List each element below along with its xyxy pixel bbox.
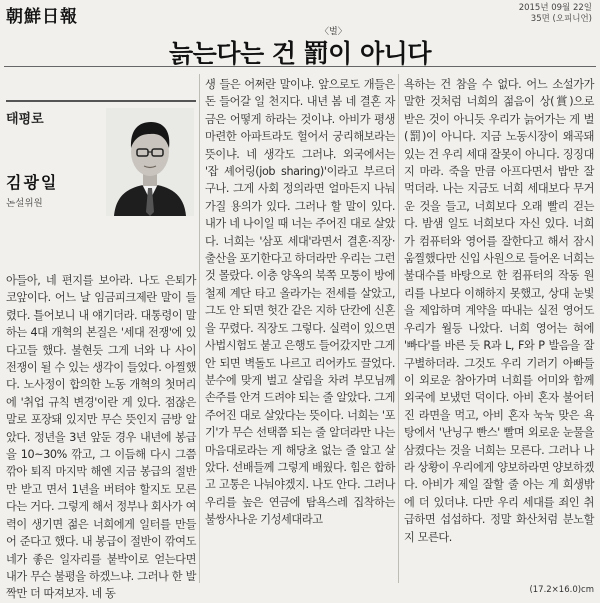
headline: 늙는다는 건 罰이 아니다 <box>169 39 431 68</box>
column-byline <box>6 100 196 222</box>
edition-page: 35면 (오피니언) <box>530 14 592 24</box>
author-name: 김광일 <box>6 173 59 192</box>
column-divider <box>398 74 399 583</box>
headline-ruby: 〈벌〉 <box>320 27 347 37</box>
body-column-2 <box>205 76 395 529</box>
author-title: 논설위원 <box>6 198 43 209</box>
body-text-col1: 아들아, 네 편지를 보아라. 나도 은퇴가 코앞이다. 어느 날 임금피크제란 말이 들렸다. 틀어보니 내 얘기더라. 대통령이 말하는 4대 개혁의 본질은 '세대 전쟁'에 있다고들 했다. 불현듯 그게 너와 나 사이 전쟁이 될 수 있는 생각이 들었다. 아찔했다. 노사정이 합의한 노동 개혁의 첫머리에 '취업 규칙 변경'이란 게 있다. 점잖은 말로 포장돼 있지만 무슨 뜻인지 금방 알았다. 정년을 3년 앞둔 경우 내년에 봉급을 10~30% 깎고, 그 이듬해 다시 그쯤 깎아 퇴직 마지막 해엔 지금 봉급의 절반만 받고 면서 1년을 버텨야 할지도 모른다는 거다. 그렇게 해서 정부나 회사가 여력이 생기면 젊은 너희에게 일터를 만들어 준다고 했다. 내 봉급이 절반이 깎여도 네가 좋은 일자리를 붙박이로 얻는다면 내가 무슨 불평을 하겠느냐. 그러나 한 발짝만 더 따져보자. 네 동 <box>6 274 196 601</box>
edition-info <box>519 3 592 25</box>
body-text-col3: 욕하는 건 참을 수 없다. 어느 소설가가 말한 것처럼 너희의 젊음이 상(賞)으로 받은 것이 아니듯 우리가 늙어가는 게 벌(罰)이 아니다. 지금 노동시장이 왜곡돼 있는 건 우리 세대 잘못이 아니다. 징징대지 마라. 죽을 만큼 아프다면서 밥만 잘 먹더라. 나는 지금도 너희 세대보다 무거운 것을 들고, 너희보다 오래 빨리 걷는다. 밤샘 일도 너희보다 자신 있다. 너희가 컴퓨터와 영어를 잘한다고 해서 잠시 움찔했다만 신입 사원으로 들어온 너희는 불대수를 바탕으로 한 컴퓨터의 작동 원리를 나보다 이해하지 못했고, 상대 눈빛을 제압하며 계약을 따내는 실전 영어도 우리가 월등 나았다. 너희 영어는 혀에 '빠다'를 바른 듯 R과 L, F와 P 발음을 잘 구별하더라. 그것도 우리 기러기 아빠들이 외로운 참아가며 너희를 어미와 함께 외국에 보냈던 덕이다. 아비 혼자 불어터진 라면을 먹고, 아비 혼자 눅눅 맞은 욕탕에서 '난닝구 빤스' 빨며 외로운 눈물을 삼켰다는 것을 너희는 모른다. 그러나 나라 상황이 우리에게 양보하라면 양보하겠다. 아비가 제일 잘할 줄 아는 게 희생밖에 더 있더냐. 다만 우리 세대를 죄인 취급하면 섭섭하다. 정말 화산처럼 분노할지 모른다. <box>404 78 594 544</box>
article-size-note: (17.2×16.0)cm <box>529 585 594 595</box>
column-divider <box>199 74 200 583</box>
body-text-col2: 생 들은 어쩌란 말이냐. 앞으로도 개들은 돈 들어갈 일 천지다. 내년 봄 네 결혼 자금은 어떻게 하라는 것이냐. 아비가 평생 마련한 아파트라도 헐어서 궁리해보라는 뜻이냐. 네 생각도 그러냐. 외국에서는 '잡 셰어링(job sharing)'이라고 부르더구나. 그게 사회 정의라면 얼마든지 나눠 가질 용의가 있다. 그러나 할 말이 있다. 내가 네 나이일 때 너는 주어진 대로 살았다. 너희는 '삼포 세대'라면서 결혼·직장·출산을 포기한다고 하더라만 우리는 그런 것 몰랐다. 이층 양옥의 북쪽 모퉁이 방에 철제 계단 타고 올라가는 전세를 살았고, 그도 안 되면 헛간 같은 지하 단칸에 신혼을 꾸렸다. 직장도 그렇다. 실력이 있으면 사법시험도 붙고 은행도 들어갔지만 그게 안 되면 벽돌도 나르고 리어카도 끌었다. 분수에 맞게 벌고 살림을 차려 부모님께 손주를 안겨 드려야 되는 줄 알았다. 그게 주어진 대로 살았다는 뜻이다. 너희는 '포기'가 무슨 선택쯤 되는 줄 알더라만 나는 마음대로라는 게 해당초 없는 줄 알고 살았다. 선배들께 그렇게 배웠다. 힘은 합하고 고통은 나눠야겠지. 나도 안다. 그러나 우리를 높은 연금에 탐욕스레 집착하는 불쌍사나운 기성세대라고 <box>205 78 395 527</box>
edition-date: 2015년 09월 22일 <box>518 3 592 13</box>
column-section-label: 태평로 <box>6 112 44 127</box>
headline-rule <box>4 66 596 67</box>
newspaper-masthead: 朝鮮日報 <box>6 7 78 27</box>
section-rule <box>6 100 196 102</box>
author-photo <box>106 108 194 216</box>
body-column-3 <box>404 76 594 546</box>
